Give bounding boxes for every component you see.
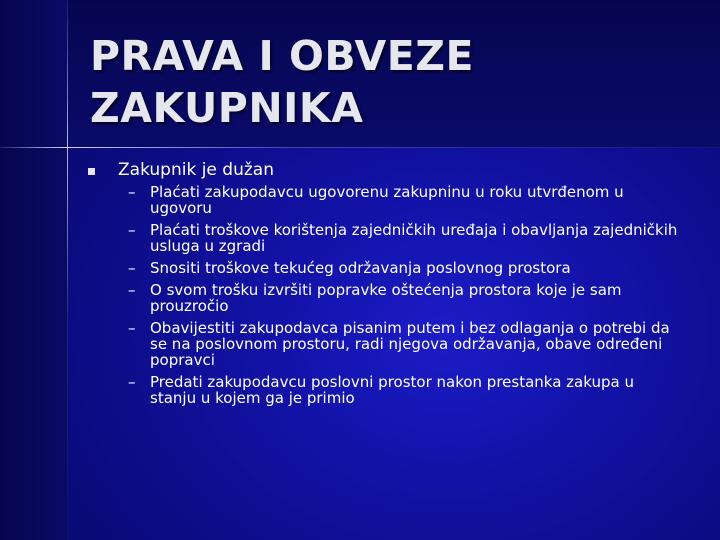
sub-bullet-item [88, 222, 680, 254]
left-decorative-band [0, 0, 68, 540]
dash-bullet-icon: – [128, 373, 136, 391]
sub-bullet-text: Plaćati zakupodavcu ugovorenu zakupninu u roku utvrđenom u ugovoru [150, 183, 624, 217]
dash-bullet-icon: – [128, 281, 136, 299]
square-bullet-icon [88, 168, 95, 175]
slide-content [88, 160, 688, 412]
bullet-item [88, 160, 688, 184]
slide-title-line-1: PRAVA I OBVEZE [90, 32, 474, 80]
sub-bullet-item [88, 184, 680, 216]
sub-bullet-text: Predati zakupodavcu poslovni prostor nakon prestanka zakupa u stanju u kojem ga je primio [150, 373, 634, 407]
dash-bullet-icon: – [128, 259, 136, 277]
sub-bullet-item [88, 282, 680, 314]
slide-title [90, 30, 690, 134]
slide-title-line-2: ZAKUPNIKA [90, 84, 364, 132]
horizontal-accent-line [0, 147, 720, 148]
sub-bullet-list [88, 184, 688, 406]
sub-bullet-item [88, 260, 680, 276]
sub-bullet-text: O svom trošku izvršiti popravke oštećenja prostora koje je sam prouzročio [150, 281, 622, 315]
sub-bullet-text: Snositi troškove tekućeg održavanja poslovnog prostora [150, 259, 571, 277]
sub-bullet-text: Obavijestiti zakupodavca pisanim putem i bez odlaganja o potrebi da se na poslovnom prostoru, radi njegova održavanja, obave određeni popravci [150, 319, 670, 369]
sub-bullet-text: Plaćati troškove korištenja zajedničkih uređaja i obavljanja zajedničkih usluga u zgradi [150, 221, 678, 255]
dash-bullet-icon: – [128, 221, 136, 239]
dash-bullet-icon: – [128, 319, 136, 337]
sub-bullet-item [88, 320, 680, 368]
bullet-text: Zakupnik je dužan [118, 160, 274, 180]
sub-bullet-item [88, 374, 680, 406]
dash-bullet-icon: – [128, 183, 136, 201]
vertical-accent-line [67, 0, 68, 540]
